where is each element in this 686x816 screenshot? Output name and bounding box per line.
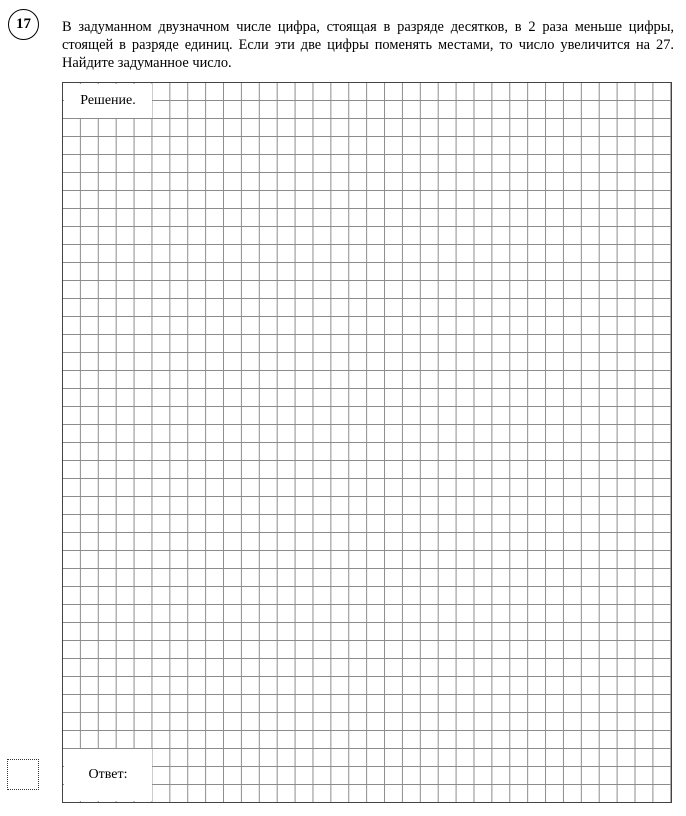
task-number: 17 [16, 16, 31, 32]
answer-label-box [64, 749, 152, 801]
score-box[interactable] [7, 759, 39, 790]
task-statement: В задуманном двузначном числе цифра, стоящая в разряде десятков, в 2 раза меньше цифры, стоящей в разряде единиц. Если эти две цифры поменять местами, то число увеличится на 27. Найдите задуманное число. [62, 19, 674, 71]
task-number-badge [8, 9, 39, 40]
solution-label-box [64, 84, 152, 118]
answer-label: Ответ: [88, 767, 128, 782]
solution-label: Решение. [80, 93, 136, 108]
solution-grid[interactable] [62, 82, 672, 803]
